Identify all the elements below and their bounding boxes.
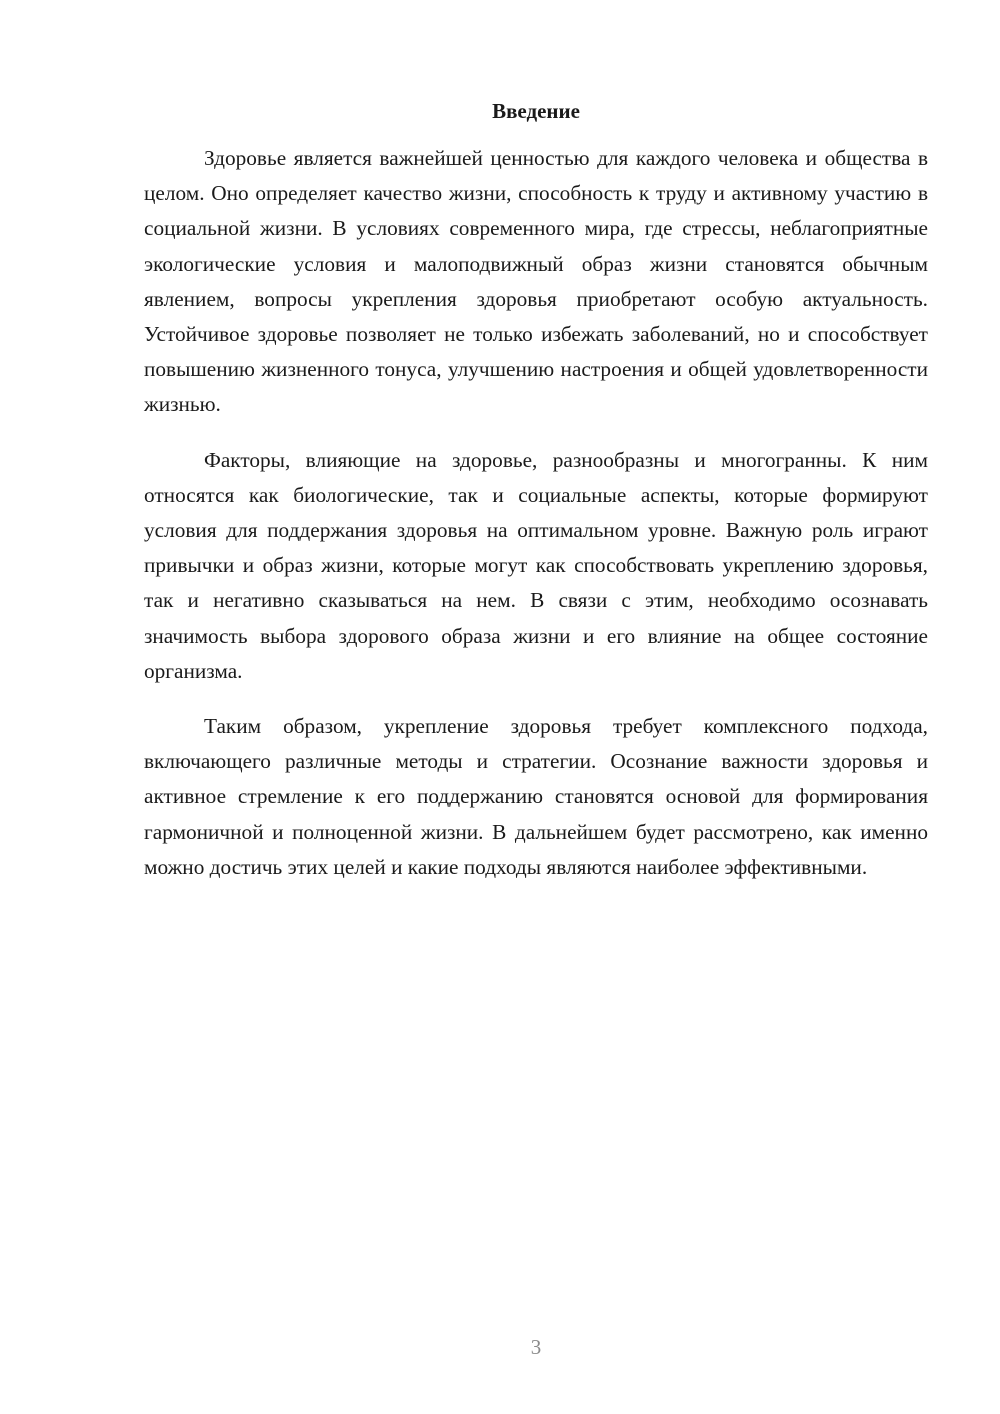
section-heading: Введение — [492, 99, 580, 123]
page-number: 3 — [530, 1335, 542, 1359]
body-text — [144, 141, 928, 905]
paragraph-2: Факторы, влияющие на здоровье, разнообразны и многогранны. К ним относятся как биологические, так и социальные аспекты, которые формируют условия для поддержания здоровья на оптимальном уровне. Важную роль играют привычки и образ жизни, которые могут как способствовать укреплению здоровья, так и негативно сказываться на нем. В связи с этим, необходимо осознавать значимость выбора здорового образа жизни и его влияние на общее состояние организма. — [144, 447, 928, 683]
paragraph-3: Таким образом, укрепление здоровья требует комплексного подхода, включающего различные методы и стратегии. Осознание важности здоровья и активное стремление к его поддержанию становятся основой для формирования гармоничной и полноценной жизни. В дальнейшем будет рассмотрено, как именно можно достичь этих целей и какие подходы являются наиболее эффективными. — [144, 714, 928, 879]
paragraph-1: Здоровье является важнейшей ценностью для каждого человека и общества в целом. Оно определяет качество жизни, способность к труду и активному участию в социальной жизни. В условиях современного мира, где стрессы, неблагоприятные экологические условия и малоподвижный образ жизни становятся обычным явлением, вопросы укрепления здоровья приобретают особую актуальность. Устойчивое здоровье позволяет не только избежать заболеваний, но и способствует повышению жизненного тонуса, улучшению настроения и общей удовлетворенности жизнью. — [144, 146, 928, 417]
